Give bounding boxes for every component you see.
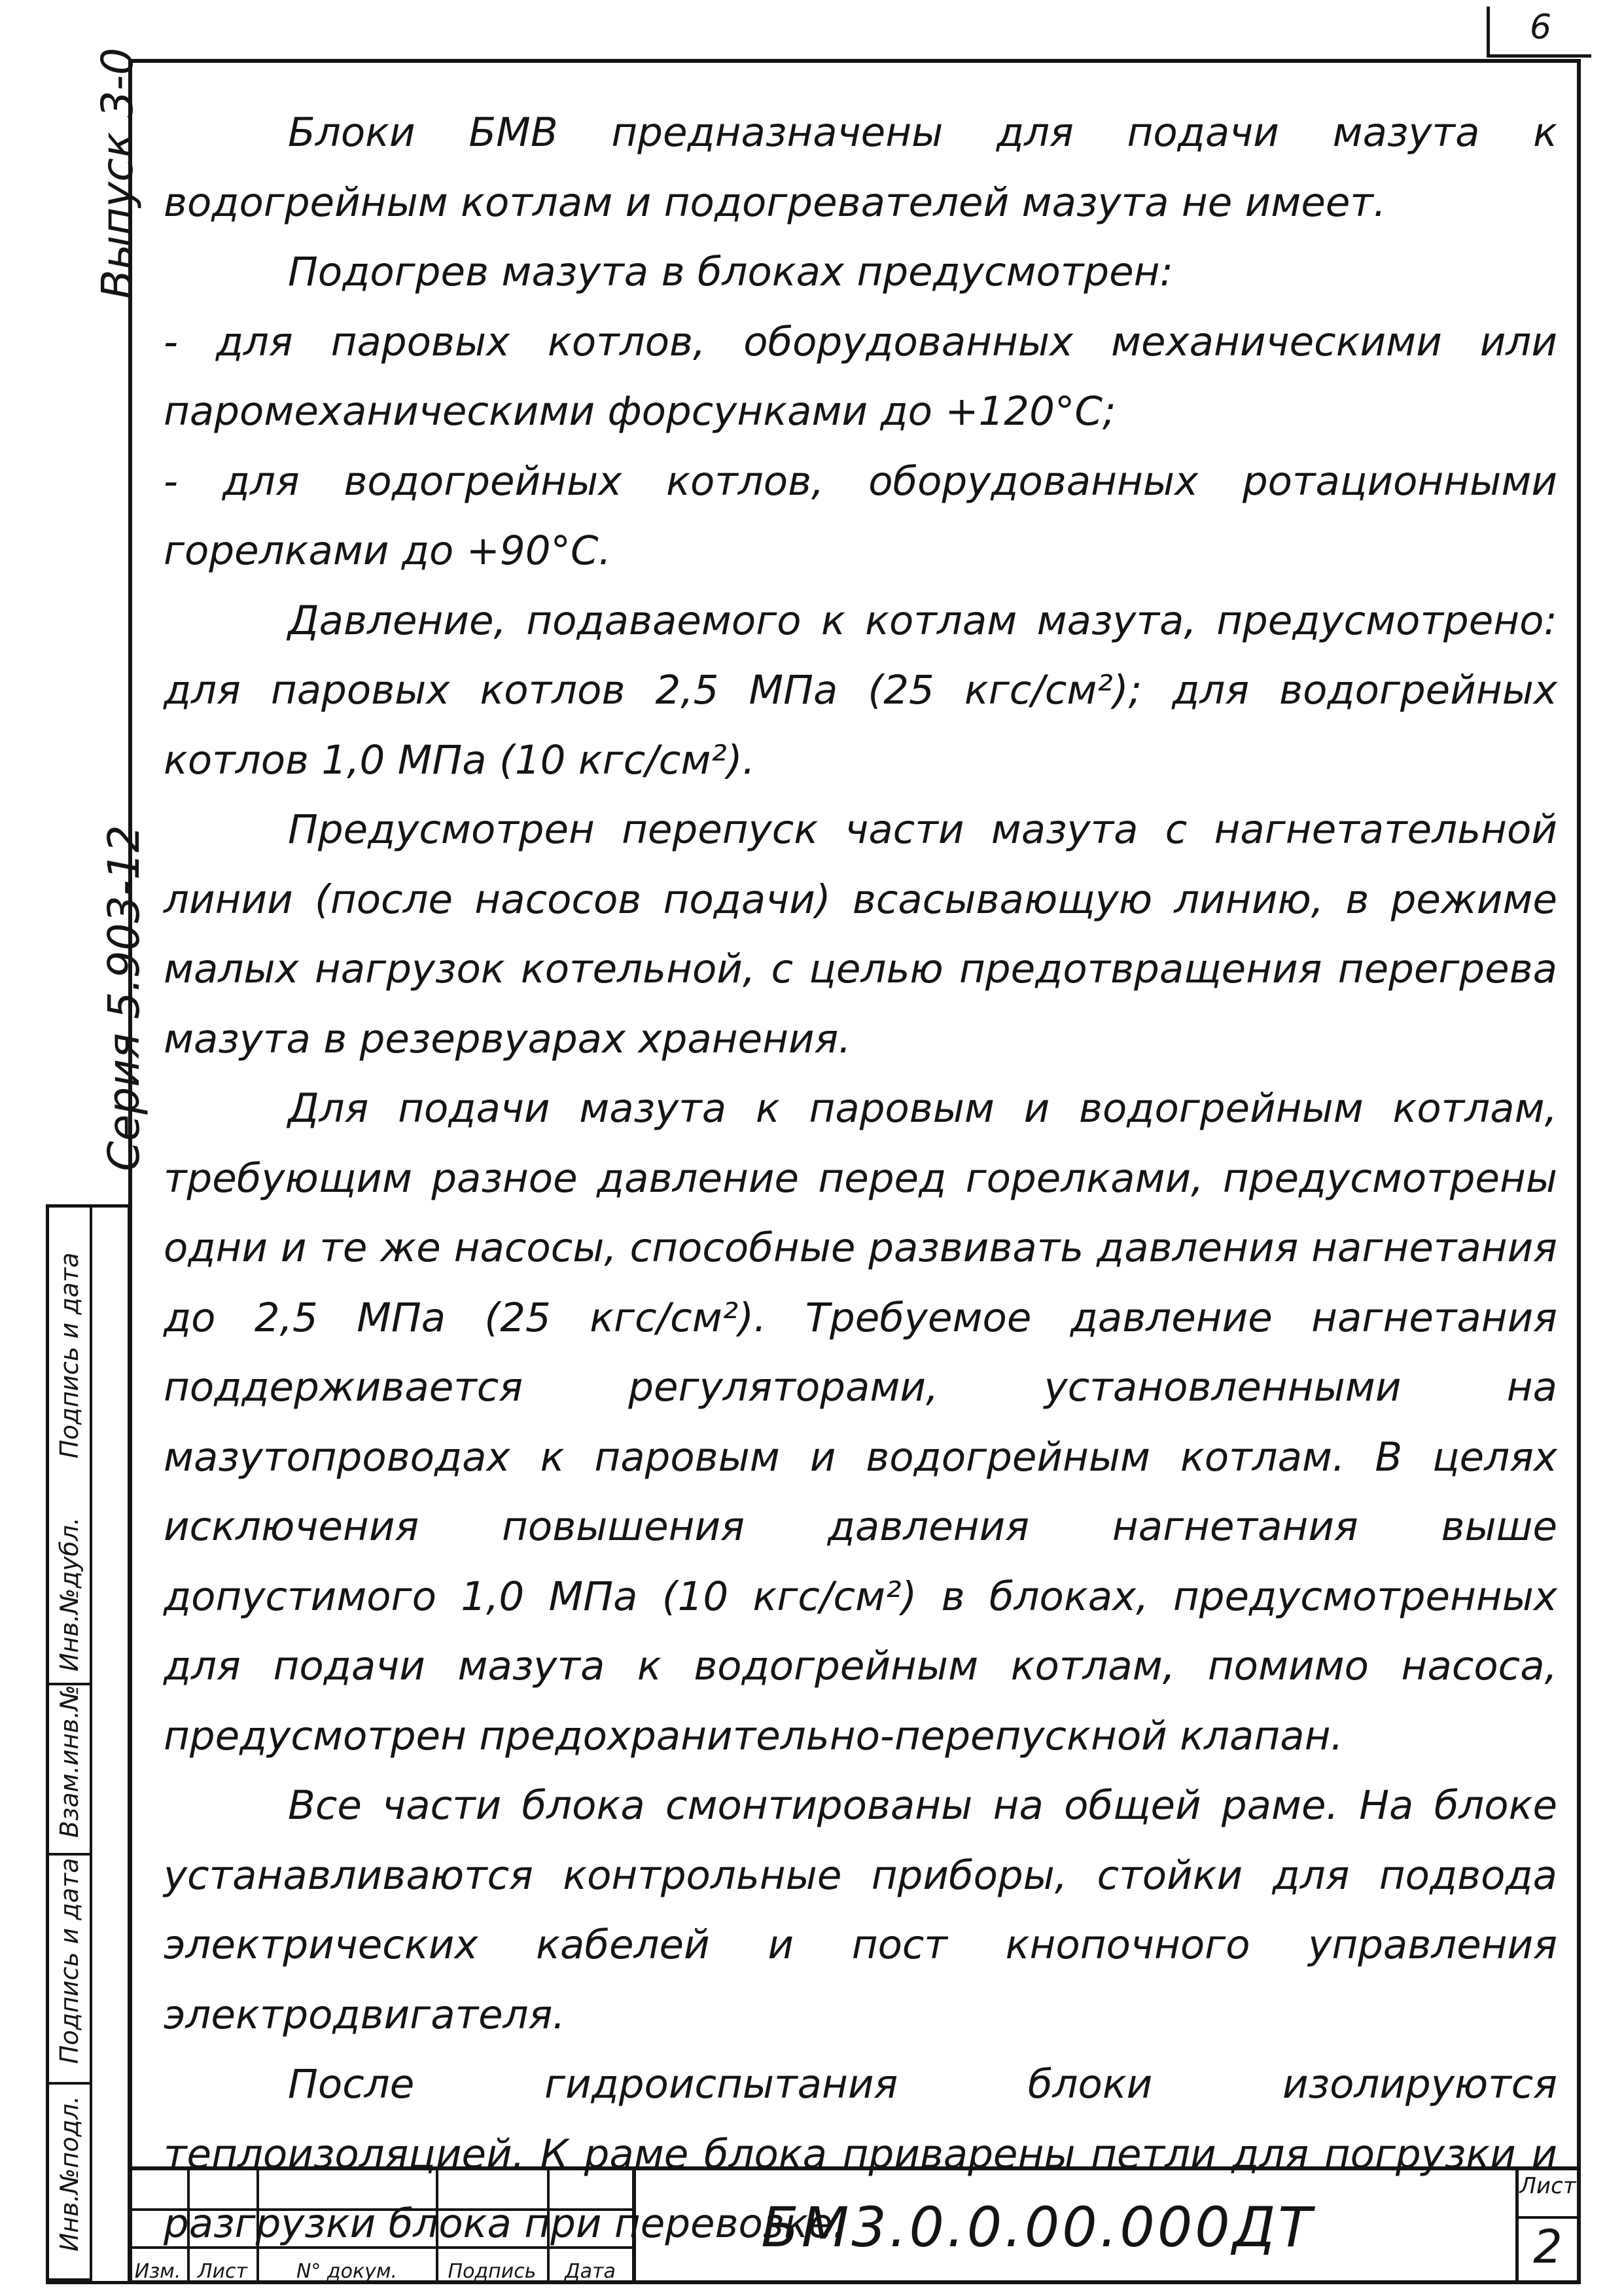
paragraph: Подогрев мазута в блоках предусмотрен: (288, 249, 1174, 295)
list-item: - для паровых котлов, оборудованных механическими или паромеханическими форсунками до +120°С; (164, 318, 1557, 435)
header-doc-number: N° докум. (296, 2260, 398, 2283)
page-number-box (1487, 7, 1591, 58)
sheet-box (1515, 2170, 1577, 2284)
issue-label: Выпуск 3-0 (92, 47, 143, 300)
sheet-number: 2 (1533, 2220, 1562, 2274)
stamp-cell-inv-orig: Инв.№подл. (49, 2085, 90, 2281)
revision-grid (128, 2170, 632, 2284)
paragraph: Давление, подаваемого к котлам мазута, предусмотрено: для паровых котлов 2,5 МПа (25 кгс/см²); для водогрейных котлов 1,0 МПа (10 кгс/см²). (164, 597, 1557, 783)
header-sheet: Лист (197, 2260, 248, 2283)
header-date: Дата (565, 2260, 616, 2283)
series-label: Серия 5.903-12 (99, 825, 149, 1172)
page-number: 6 (1529, 8, 1552, 47)
header-signature: Подпись (448, 2260, 537, 2283)
stamp-cell-signature-date-2: Подпись и дата (55, 1252, 84, 1459)
paragraph: Блоки БМВ предназначены для подачи мазута к водогрейным котлам и подогревателей мазута не имеет. (164, 109, 1557, 226)
document-body (164, 98, 1557, 2259)
stamp-cell-inv-dup: Инв.№дубл. (49, 1522, 90, 1685)
stamp-cell-replacement-inv: Взам.инв.№ (49, 1685, 90, 1856)
header-change: Изм. (134, 2260, 181, 2283)
list-item: - для водогрейных котлов, оборудованных ротационными горелками до +90°С. (164, 457, 1557, 574)
sheet-label: Лист (1519, 2173, 1577, 2219)
stamp-cell-signature-date-1: Подпись и дата (49, 1856, 90, 2085)
document-code: БМ3.0.0.00.000ДТ (761, 2195, 1315, 2259)
paragraph: Все части блока смонтированы на общей раме. На блоке устанавливаются контрольные приборы, стойки для подвода электрических кабелей и пост кнопочного управления электродвигателя. (164, 1782, 1557, 2038)
title-block (128, 2166, 1581, 2284)
left-stamp-strip (46, 1204, 131, 2284)
paragraph: Для подачи мазута к паровым и водогрейным котлам, требующим разное давление перед горелками, предусмотрены одни и те же насосы, способные развивать давления нагнетания до 2,5 МПа (25 кгс/см²). Требуемое давление нагнетания поддерживается регуляторами, установленными на мазутопроводах к паровым и водогрейным котлам. В целях исключения повышения давления нагнетания выше допустимого 1,0 МПа (10 кгс/см²) в блоках, предусмотренных для подачи мазута к водогрейным котлам, помимо насоса, предусмотрен предохранительно-перепускной клапан. (164, 1085, 1557, 1759)
paragraph: После гидроиспытания блоки изолируются теплоизоляцией. К раме блока приварены петли для погрузки и разгрузки блока при перевозке. (164, 2061, 1557, 2247)
paragraph: Предусмотрен перепуск части мазута с нагнетательной линии (после насосов подачи) всасывающую линию, в режиме малых нагрузок котельной, с целью предотвращения перегрева мазута в резервуарах хранения. (164, 806, 1557, 1062)
